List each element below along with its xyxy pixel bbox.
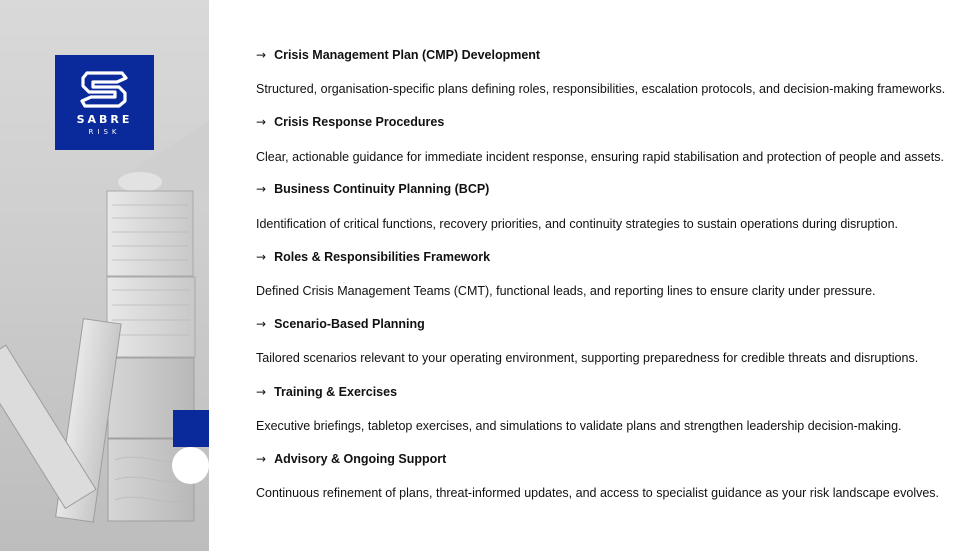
item-title-text: Business Continuity Planning (BCP) bbox=[274, 182, 490, 196]
item-title-text: Roles & Responsibilities Framework bbox=[274, 250, 491, 264]
right-arrow-icon: → bbox=[256, 317, 267, 331]
right-arrow-icon: → bbox=[256, 115, 267, 129]
right-arrow-icon: → bbox=[256, 385, 267, 399]
right-arrow-icon: → bbox=[256, 250, 267, 264]
logo-tagline: RISK bbox=[88, 128, 121, 136]
item-title-roles bbox=[256, 250, 490, 264]
item-description-response: Clear, actionable guidance for immediate incident response, ensuring rapid stabilisation and protection of people and assets. bbox=[256, 150, 944, 164]
item-description-scenario: Tailored scenarios relevant to your operating environment, supporting preparedness for credible threats and disruptions. bbox=[256, 351, 919, 365]
accent-circle bbox=[172, 447, 209, 484]
item-title-text: Scenario-Based Planning bbox=[274, 317, 425, 331]
logo-wordmark: SABRE bbox=[76, 113, 133, 126]
item-title-advisory bbox=[256, 452, 446, 466]
item-title-text: Crisis Management Plan (CMP) Development bbox=[274, 48, 541, 62]
item-description-advisory: Continuous refinement of plans, threat-informed updates, and access to specialist guidance as your risk landscape evolves. bbox=[256, 486, 940, 500]
item-title-training bbox=[256, 385, 397, 399]
right-arrow-icon: → bbox=[256, 182, 267, 196]
item-description-roles: Defined Crisis Management Teams (CMT), functional leads, and reporting lines to ensure clarity under pressure. bbox=[256, 284, 876, 298]
item-title-scenario bbox=[256, 317, 425, 331]
item-description-cmp: Structured, organisation-specific plans defining roles, responsibilities, escalation protocols, and decision-making frameworks. bbox=[256, 82, 946, 96]
item-title-text: Crisis Response Procedures bbox=[274, 115, 445, 129]
item-description-bcp: Identification of critical functions, recovery priorities, and continuity strategies to sustain operations during disruption. bbox=[256, 217, 898, 231]
sabre-risk-logo bbox=[55, 55, 154, 150]
sabre-s-icon bbox=[79, 69, 130, 109]
item-title-cmp bbox=[256, 48, 540, 62]
item-description-training: Executive briefings, tabletop exercises, and simulations to validate plans and strengthen leadership decision-making. bbox=[256, 419, 902, 433]
item-title-text: Advisory & Ongoing Support bbox=[274, 452, 447, 466]
right-arrow-icon: → bbox=[256, 452, 267, 466]
hero-image-panel bbox=[0, 0, 209, 551]
item-title-bcp bbox=[256, 182, 489, 196]
item-title-text: Training & Exercises bbox=[274, 385, 398, 399]
item-title-response bbox=[256, 115, 444, 129]
accent-square bbox=[173, 410, 209, 447]
right-arrow-icon: → bbox=[256, 48, 267, 62]
